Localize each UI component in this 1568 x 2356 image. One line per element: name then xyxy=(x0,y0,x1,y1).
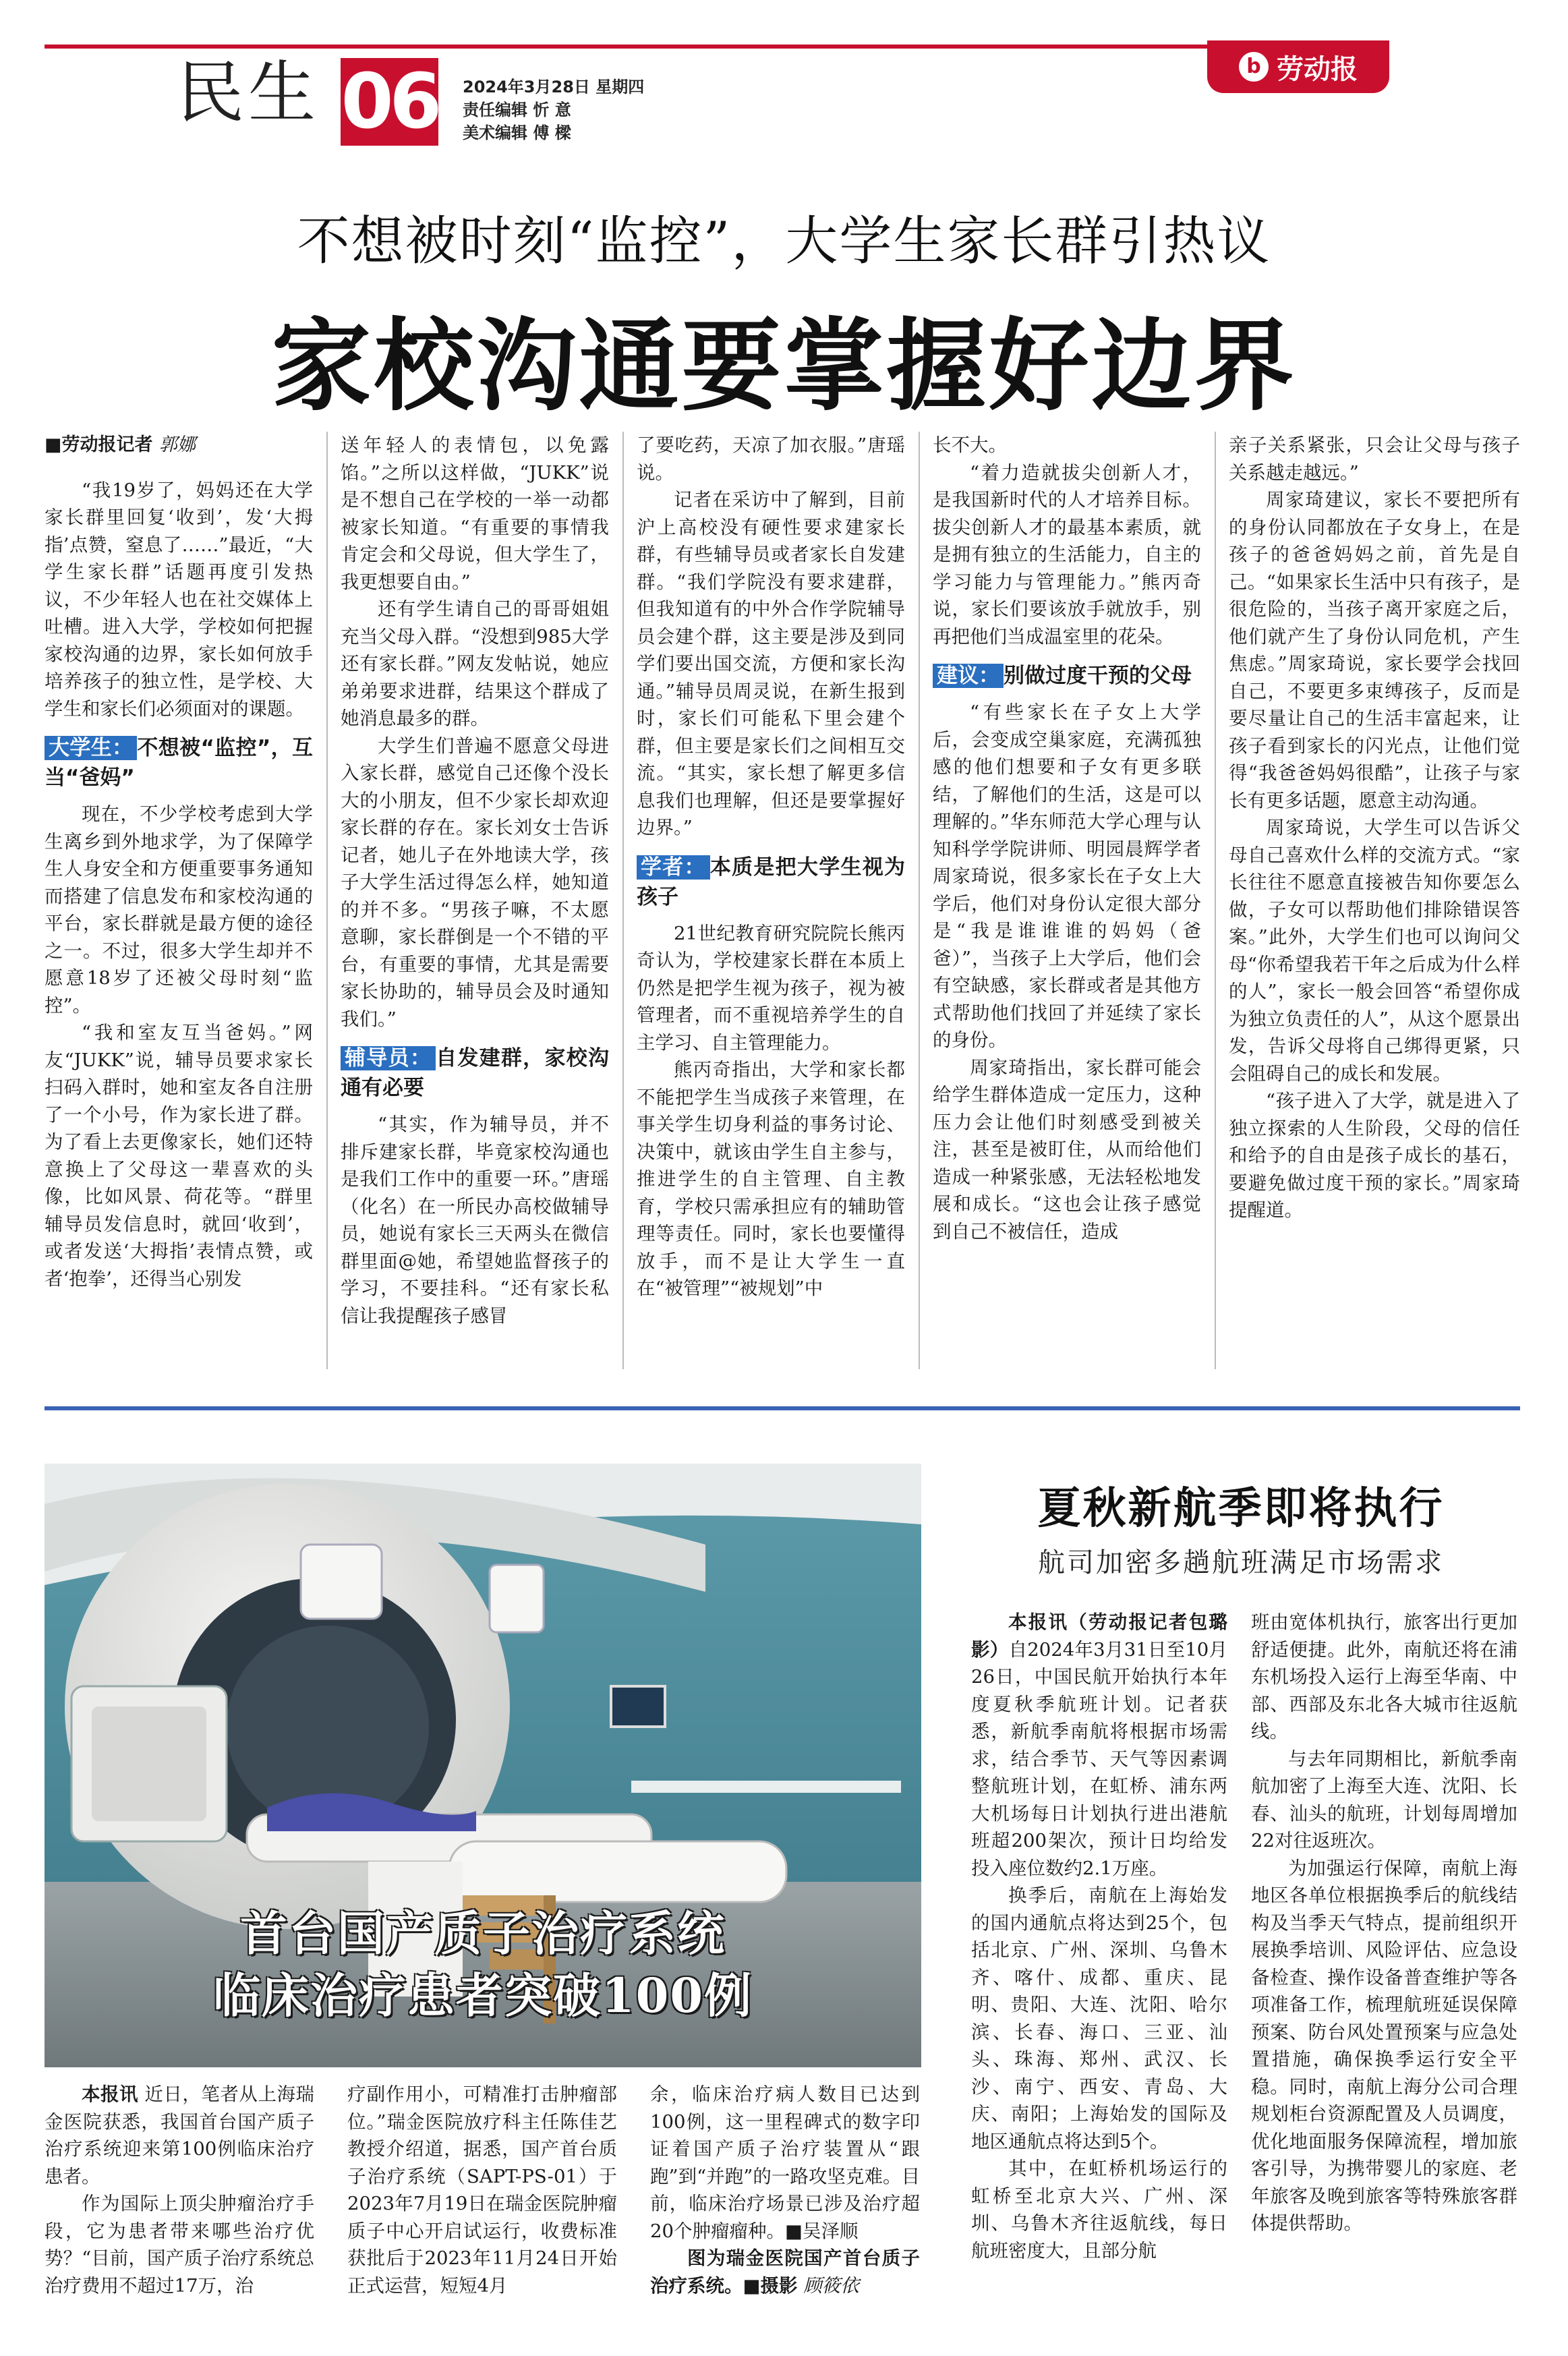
subhead-text: 别做过度干预的父母 xyxy=(1004,664,1192,688)
column-divider xyxy=(622,432,624,1369)
flight-subheadline: 航司加密多趟航班满足市场需求 xyxy=(1038,1547,1444,1578)
caption-line: 首台国产质子治疗系统 xyxy=(240,1905,726,1961)
paragraph: 大学生们普遍不愿意父母进入家长群，感觉自己还像个没长大的小朋友，但不少家长却欢迎家长群的存在。家长刘女士告诉记者，她儿子在外地读大学，孩子大学生活过得怎么样，她知道的并不多。“男孩子嘛，不太愿意聊，家长群倒是一个不错的平台，有重要的事情，尤其是需要家长协助的，辅导员会及时通知我们。” xyxy=(341,735,609,1030)
paragraph: “着力造就拔尖创新人才，是我国新时代的人才培养目标。拔尖创新人才的最基本素质，就是拥有独立的生活能力，自主的学习能力与管理能力。”熊丙奇说，家长们要该放手就放手，别再把他们当成温室里的花朵。 xyxy=(933,461,1201,648)
lead-headline: 家校沟通要掌握好边界 xyxy=(271,307,1297,424)
proton-column-3 xyxy=(650,2081,920,2324)
paragraph: “孩子进入了大学，就是进入了独立探索的人生阶段，父母的信任和给予的自由是孩子成长的基石，要避免做过度干预的家长。”周家琦提醒道。 xyxy=(1229,1090,1520,1221)
subhead-text: 本质是把大学生视为孩子 xyxy=(637,855,905,909)
lead-column-4 xyxy=(933,432,1201,1369)
lead-column-3 xyxy=(637,432,905,1369)
flight-column-1 xyxy=(971,1609,1227,2324)
lead-kicker: 不想被时刻“监控”，大学生家长群引热议 xyxy=(297,211,1271,272)
paragraph: 长不大。 xyxy=(933,434,1007,456)
lead-byline xyxy=(45,432,313,459)
paragraph: 近日，笔者从上海瑞金医院获悉，我国首台国产质子治疗系统迎来第100例临床治疗患者。 xyxy=(45,2084,314,2187)
dateline: 本报讯（劳动报记者包璐影） xyxy=(971,1611,1227,1661)
paragraph: 亲子关系紧张，只会让父母与孩子关系越走越远。” xyxy=(1229,434,1520,484)
lead-column-2 xyxy=(341,432,609,1369)
paragraph: 记者在采访中了解到，目前沪上高校没有硬性要求建家长群，有些辅导员或者家长自发建群。“我们学院没有要求建群，但我知道有的中外合作学院辅导员会建个群，这主要是涉及到同学们要出国交流，方便和家长沟通。”辅导员周灵说，在新生报到时，家长们可能私下里会建个群，但主要是家长们之间相互交流。“其实，家长想了解更多信息我们也理解，但还是要掌握好边界。” xyxy=(637,489,905,838)
subhead-students xyxy=(45,733,313,793)
subhead-tag: 辅导员： xyxy=(341,1046,436,1070)
designer-credit: 美术编辑 傅 樑 xyxy=(463,123,571,142)
subhead-tag: 建议： xyxy=(933,664,1004,688)
photo-credit: 图为瑞金医院国产首台质子治疗系统。■摄影 xyxy=(650,2247,920,2297)
masthead-title: 劳动报 xyxy=(1277,53,1358,85)
paragraph: 周家琦建议，家长不要把所有的身份认同都放在子女身上，在是孩子的爸爸妈妈之前，首先是自己。“如果家长生活中只有孩子，是很危险的，当孩子离开家庭之后，他们就产生了身份认同危机，产生焦虑。”周家琦说，家长要学会找回自己，不要更多束缚孩子，反而是要尽量让自己的生活丰富起来，让孩子看到家长的闪光点，让他们觉得“我爸爸妈妈很酷”，让孩子与家长有更多话题，愿意主动沟通。 xyxy=(1229,489,1520,811)
column-divider xyxy=(1215,432,1216,1369)
paragraph: “我和室友互当爸妈。”网友“JUKK”说，辅导员要求家长扫码入群时，她和室友各自注册了一个小号，作为家长进了群。为了看上去更像家长，她们还特意换上了父母这一辈喜欢的头像，比如风景、荷花等。“群里辅导员发信息时，就回‘收到’，或者发送‘大拇指’表情点赞，或者‘抱拳’，还得当心别发 xyxy=(45,1022,313,1290)
paragraph: 周家琦指出，家长群可能会给学生群体造成一定压力，这种压力会让他们时刻感受到被关注，甚至是被盯住，从而给他们造成一种紧张感，无法轻松地发展和成长。“这也会让孩子感觉到自己不被信任，造成 xyxy=(933,1056,1201,1242)
paragraph: “有些家长在子女上大学后，会变成空巢家庭，充满孤独感的他们想要和子女有更多联结，了解他们的生活，这是可以理解的。”华东师范大学心理与认知科学学院讲师、明园晨辉学者周家琦说，很多家长在子女上大学后，他们对身份认定很大部分是“我是谁谁谁的妈妈（爸爸）”，当孩子上大学后，他们会有空缺感，家长群或者是其他方式帮助他们找回了并延续了家长的身份。 xyxy=(933,701,1201,1051)
proton-column-2 xyxy=(347,2081,617,2324)
paragraph: 了要吃药，天凉了加衣服。”唐瑶说。 xyxy=(637,434,905,484)
paragraph: 21世纪教育研究院院长熊丙奇认为，学校建家长群在本质上仍然是把学生视为孩子，视为被管理者，而不重视培养学生的自主学习、自主管理能力。 xyxy=(637,922,905,1054)
paragraph: 自2024年3月31日至10月26日，中国民航开始执行本年度夏秋季航班计划。记者获悉，新航季南航将根据市场需求，结合季节、天气等因素调整航班计划，在虹桥、浦东两大机场每日计划执行进出港航班超200架次，预计日均给发投入座位数约2.1万座。 xyxy=(971,1638,1227,1879)
paragraph: 与去年同期相比，新航季南航加密了上海至大连、沈阳、长春、汕头的航班，计划每周增加22对往返班次。 xyxy=(1251,1748,1517,1851)
paragraph: 为加强运行保障，南航上海地区各单位根据换季后的航线结构及当季天气特点，提前组织开展换季培训、风险评估、应急设备检查、操作设备普查维护等各项准备工作，梳理航班延误保障预案、防台风处置预案与应急处置措施，确保换季运行安全平稳。同时，南航上海分公司合理规划柜台资源配置及人员调度，优化地面服务保障流程，增加旅客引导，为携带婴儿的家庭、老年旅客及晚到旅客等特殊旅客群体提供帮助。 xyxy=(1251,1857,1517,2234)
paragraph: 熊丙奇指出，大学和家长都不能把学生当成孩子来管理，在事关学生切身利益的事务讨论、决策中，就该由学生自主参与，推进学生的自主管理、自主教育，学校只需承担应有的辅助管理等责任。同时，家长也要懂得放手，而不是让大学生一直在“被管理”“被规划”中 xyxy=(637,1059,905,1299)
proton-therapy-photo xyxy=(45,1464,921,2067)
lead-column-1 xyxy=(45,432,313,1369)
dateline: 本报讯 xyxy=(82,2084,139,2105)
section-divider xyxy=(45,1406,1520,1410)
subhead-text: 自发建群，家校沟通有必要 xyxy=(341,1046,609,1100)
paragraph: 周家琦说，大学生可以告诉父母自己喜欢什么样的交流方式。“家长往往不愿意直接被告知你要怎么做，子女可以帮助他们排除错误答案。”此外，大学生们也可以询问父母“你希望我若干年之后成为什么样的人”，家长一般会回答“希望你成为独立负责任的人”，从这个愿景出发，告诉父母将自己绑得更紧，只会阻碍自己的成长和发展。 xyxy=(1229,817,1520,1085)
subhead-tag: 学者： xyxy=(637,855,710,880)
subhead-text: 不想被“监控”，互当“爸妈” xyxy=(45,736,313,790)
top-rule xyxy=(45,45,1210,49)
flight-column-2 xyxy=(1251,1609,1517,2324)
subhead-scholar xyxy=(637,853,905,912)
issue-date: 2024年3月28日 星期四 xyxy=(463,78,645,96)
paragraph: 班由宽体机执行，旅客出行更加舒适便捷。此外，南航还将在浦东机场投入运行上海至华南、中部、西部及东北各大城市往返航线。 xyxy=(1251,1611,1517,1742)
lead-column-5 xyxy=(1229,432,1520,1369)
header-meta xyxy=(463,76,644,144)
subhead-tag: 大学生： xyxy=(45,736,137,760)
paragraph: 疗副作用小，可精准打击肿瘤部位。”瑞金医院放疗科主任陈佳艺教授介绍道，据悉，国产首台质子治疗系统（SAPT-PS-01）于2023年7月19日在瑞金医院肿瘤质子中心开启试运行，收费标准获批后于2023年11月24日开始正式运营，短短4月 xyxy=(347,2084,617,2297)
paragraph: 其中，在虹桥机场运行的虹桥至北京大兴、广州、深圳、乌鲁木齐往返航线，每日航班密度大，且部分航 xyxy=(971,2158,1227,2262)
section-title: 民生 xyxy=(177,53,320,132)
subhead-counselor xyxy=(341,1043,609,1103)
subhead-advice xyxy=(933,661,1201,691)
byline-label: ■劳动报记者 xyxy=(45,434,153,455)
byline-name: 郭娜 xyxy=(158,434,196,455)
column-divider xyxy=(326,432,328,1369)
paragraph: 余，临床治疗病人数目已达到100例，这一里程碑式的数字印证着国产质子治疗装置从“跟跑”到“并跑”的一路攻坚克难。目前，临床治疗场景已涉及治疗超20个肿瘤瘤种。■吴泽顺 xyxy=(650,2084,920,2242)
caption-line: 临床治疗患者突破100例 xyxy=(212,1967,753,2023)
paragraph: 现在，不少学校考虑到大学生离乡到外地求学，为了保障学生人身安全和方便重要事务通知而搭建了信息发布和家校沟通的平台，家长群就是最方便的途径之一。不过，很多大学生却并不愿意18岁了还被父母时刻“监控”。 xyxy=(45,803,313,1016)
paragraph: 还有学生请自己的哥哥姐姐充当父母入群。“没想到985大学还有家长群。”网友发帖说，她应弟弟要求进群，结果这个群成了她消息最多的群。 xyxy=(341,598,609,729)
paragraph: 换季后，南航在上海始发的国内通航点将达到25个，包括北京、广州、深圳、乌鲁木齐、喀什、成都、重庆、昆明、贵阳、大连、沈阳、哈尔滨、长春、海口、三亚、汕头、珠海、郑州、武汉、长沙、南宁、西安、青岛、大庆、南阳；上海始发的国际及地区通航点将达到5个。 xyxy=(971,1885,1227,2152)
editor-credit: 责任编辑 忻 意 xyxy=(463,100,571,119)
column-divider xyxy=(919,432,920,1369)
flight-headline: 夏秋新航季即将执行 xyxy=(1037,1483,1445,1534)
photographer-name: 顾筱依 xyxy=(803,2274,859,2297)
paragraph: 作为国际上顶尖肿瘤治疗手段，它为患者带来哪些治疗优势？“目前，国产质子治疗系统总治疗费用不超过17万，治 xyxy=(45,2193,314,2297)
masthead xyxy=(1207,40,1389,93)
paragraph: “其实，作为辅导员，并不排斥建家长群，毕竟家校沟通也是我们工作中的重要一环。”唐瑶（化名）在一所民办高校做辅导员，她说有家长三天两头在微信群里面@她，希望她监督孩子的学习，不要挂科。“还有家长私信让我提醒孩子感冒 xyxy=(341,1114,609,1327)
paragraph: “我19岁了，妈妈还在大学家长群里回复‘收到’，发‘大拇指’点赞，窒息了……”最近，“大学生家长群”话题再度引发热议，不少年轻人也在社交媒体上吐槽。进入大学，学校如何把握家校沟通的边界，家长如何放手培养孩子的独立性，是学校、大学生和家长们必须面对的课题。 xyxy=(45,479,313,720)
page-number: 06 xyxy=(341,58,438,146)
masthead-logo-icon: b xyxy=(1239,52,1269,82)
proton-column-1 xyxy=(45,2081,314,2324)
photo-caption xyxy=(45,1903,921,2027)
paragraph: 送年轻人的表情包，以免露馅。”之所以这样做，“JUKK”说是不想自己在学校的一举一动都被家长知道。“有重要的事情我肯定会和父母说，但大学生了，我更想要自由。” xyxy=(341,434,609,593)
